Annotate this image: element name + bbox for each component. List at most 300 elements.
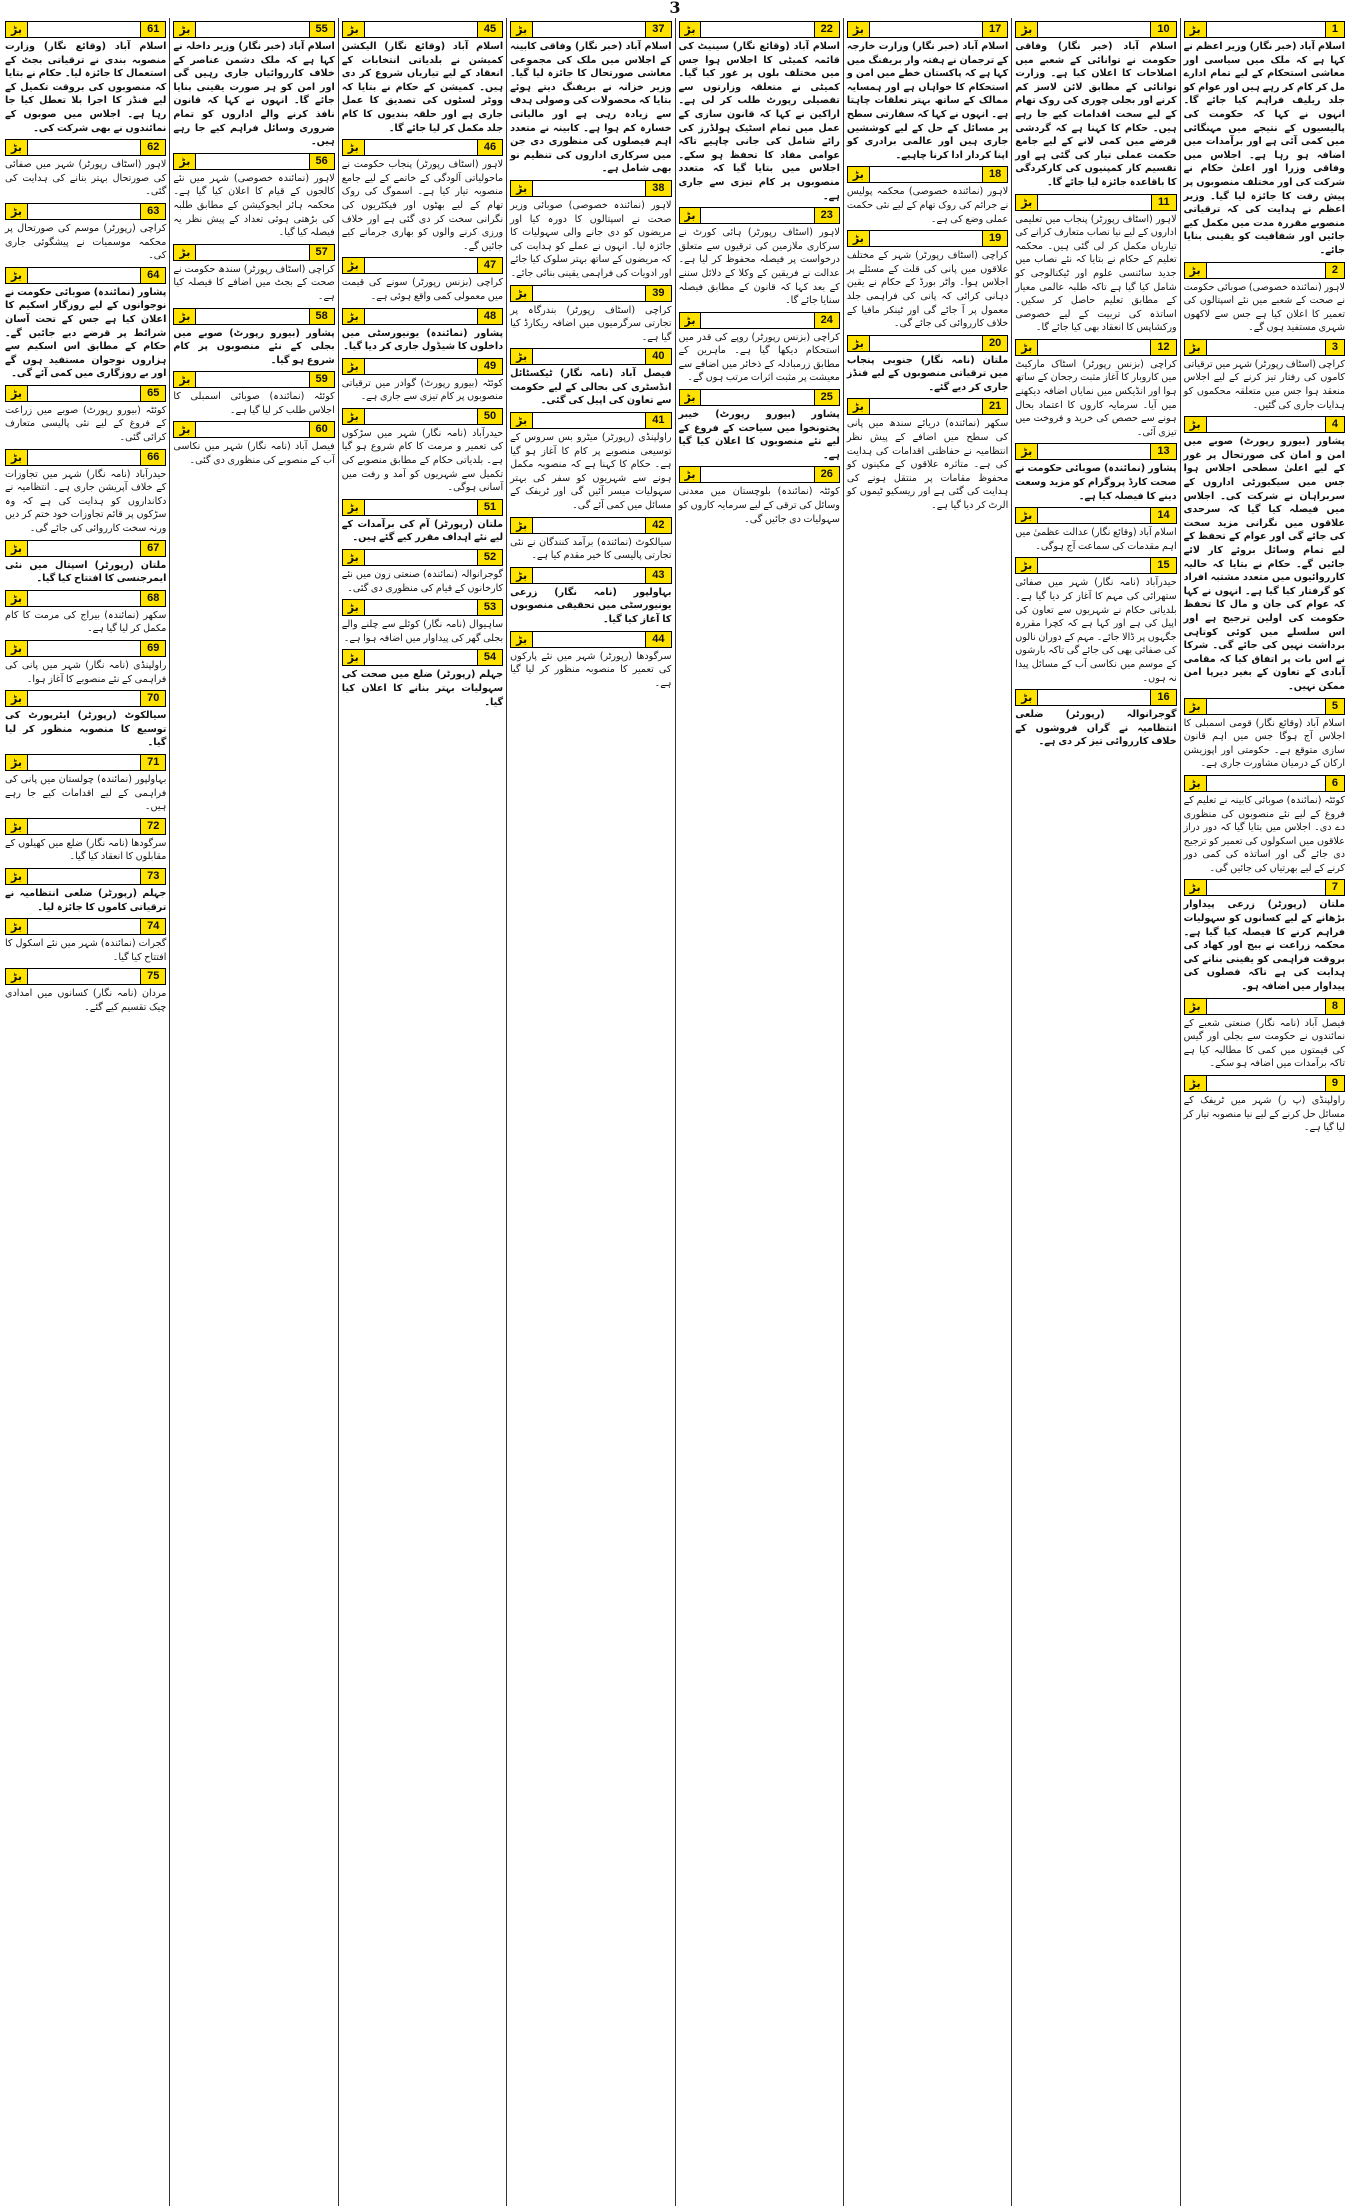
news-item-text: لاہور (اسٹاف رپورٹر) شہر میں صفائی کی صورتحال بہتر بنانے کی ہدایت کی گئی۔ xyxy=(5,159,167,198)
news-item-text: لاہور (نمائندہ خصوصی) صوبائی حکومت نے صحت کے شعبے میں نئے اسپتالوں کی تعمیر کا اعلان کیا ہے جس سے لاکھوں شہری مستفید ہوں گے۔ xyxy=(1183,281,1345,334)
news-item-marker: بڑ xyxy=(848,22,870,37)
news-item-marker: بڑ xyxy=(511,286,533,301)
news-item-header xyxy=(5,640,166,657)
news-item xyxy=(5,818,166,864)
news-item-marker: بڑ xyxy=(343,258,365,273)
news-item-header xyxy=(342,649,503,666)
page-number: 3 xyxy=(669,0,681,17)
news-item-text: فیصل آباد (نامہ نگار) صنعتی شعبے کے نمائندوں نے حکومت سے بجلی اور گیس کی قیمتوں میں کمی کا مطالبہ کیا ہے تاکہ برآمدات میں اضافہ ہو سکے۔ xyxy=(1183,1017,1345,1070)
news-item-header xyxy=(5,385,166,402)
news-item-header xyxy=(510,285,671,302)
news-item-marker: بڑ xyxy=(848,231,870,246)
news-item-number: 3 xyxy=(1325,340,1344,355)
news-item-number: 42 xyxy=(645,518,670,533)
news-item-marker: بڑ xyxy=(680,467,702,482)
news-item-number: 15 xyxy=(1150,558,1175,573)
news-item-marker: بڑ xyxy=(174,372,196,387)
news-item-number: 69 xyxy=(140,641,165,656)
news-item-number: 21 xyxy=(982,399,1007,414)
news-item-header xyxy=(679,312,840,329)
news-item-marker: بڑ xyxy=(1185,880,1207,895)
news-item-header xyxy=(679,21,840,38)
news-item-marker: بڑ xyxy=(680,390,702,405)
news-item xyxy=(5,754,166,814)
news-item-text: راولپنڈی (پ ر) شہر میں ٹریفک کے مسائل حل کرنے کے لیے نیا منصوبہ تیار کر لیا گیا ہے۔ xyxy=(1183,1095,1345,1134)
news-item-marker: بڑ xyxy=(6,541,28,556)
news-item-marker: بڑ xyxy=(680,22,702,37)
news-item-marker: بڑ xyxy=(6,691,28,706)
news-item-marker: بڑ xyxy=(6,22,28,37)
news-item-number: 25 xyxy=(814,390,839,405)
news-item xyxy=(847,335,1008,395)
news-item xyxy=(510,412,671,513)
news-item-number: 12 xyxy=(1150,340,1175,355)
news-item-header xyxy=(5,918,166,935)
news-item-header xyxy=(510,180,671,197)
news-item-header xyxy=(1184,879,1345,896)
news-item-text: حیدرآباد (نامہ نگار) شہر میں تجاوزات کے خلاف آپریشن جاری ہے۔ انتظامیہ نے دکانداروں کو ہدایت کی ہے کہ وہ سڑکوں پر قائم تجاوزات خود ختم کر دیں ورنہ سخت کارروائی کی جائے گی۔ xyxy=(5,468,167,535)
news-item-marker: بڑ xyxy=(511,22,533,37)
news-item xyxy=(5,590,166,636)
news-item xyxy=(342,408,503,495)
news-item-marker: بڑ xyxy=(511,349,533,364)
news-item-header xyxy=(5,21,166,38)
news-item xyxy=(5,918,166,964)
news-item xyxy=(5,968,166,1014)
news-item-text: کراچی (اسٹاف رپورٹر) شہر کے مختلف علاقوں میں پانی کی قلت کے مسئلے پر اجلاس ہوا۔ واٹر بورڈ کے حکام نے یقین دہانی کرائی کہ پانی کی فراہمی جلد معمول پر آ جائے گی اور ٹینکر مافیا کے خلاف کارروائی کی جائے گی۔ xyxy=(846,250,1009,330)
news-item-marker: بڑ xyxy=(6,755,28,770)
news-item-number: 16 xyxy=(1150,690,1175,705)
news-item xyxy=(1015,689,1176,749)
news-item-text: کراچی (بزنس رپورٹر) اسٹاک مارکیٹ میں کاروبار کا آغاز مثبت رجحان کے ساتھ ہوا اور انڈیکس میں نمایاں اضافہ دیکھنے میں آیا۔ سرمایہ کاروں کا اعتماد بحال ہونے سے حصص کی خرید و فروخت میں تیزی آئی۔ xyxy=(1015,358,1177,438)
news-item-text: راولپنڈی (رپورٹر) میٹرو بس سروس کے توسیعی منصوبے پر کام کا آغاز ہو گیا ہے۔ حکام کا کہنا ہے کہ منصوبہ مکمل ہونے سے شہریوں کو سفر کی بہتر سہولیات میسر آئیں گی اور ٹریفک کے مسائل میں کمی آئے گی۔ xyxy=(510,432,672,512)
news-item-header xyxy=(342,308,503,325)
news-item-marker: بڑ xyxy=(1185,417,1207,432)
news-item-header xyxy=(1015,689,1176,706)
news-item xyxy=(847,230,1008,331)
news-item-marker: بڑ xyxy=(511,413,533,428)
news-item-marker: بڑ xyxy=(174,422,196,437)
news-item-number: 70 xyxy=(140,691,165,706)
news-item xyxy=(342,308,503,354)
news-item-number: 54 xyxy=(477,650,502,665)
news-item-marker: بڑ xyxy=(343,359,365,374)
news-item-number: 6 xyxy=(1325,776,1344,791)
news-item-text: لاہور (نمائندہ خصوصی) شہر میں نئے کالجوں کے قیام کا اعلان کیا گیا ہے۔ محکمہ ہائر ایجوکیشن کے مطابق طلبہ کی بڑھتی ہوئی تعداد کے پیش نظر یہ فیصلہ کیا گیا۔ xyxy=(173,172,335,239)
news-item-number: 37 xyxy=(645,22,670,37)
news-item-number: 73 xyxy=(140,869,165,884)
news-item-marker: بڑ xyxy=(174,245,196,260)
news-item-marker: بڑ xyxy=(6,268,28,283)
news-item-header xyxy=(1184,1075,1345,1092)
news-item-marker: بڑ xyxy=(680,208,702,223)
news-item-text: پشاور (بیورو رپورٹ) صوبے میں امن و امان کی صورتحال پر غور کے لیے اعلیٰ سطحی اجلاس ہوا جس میں سیکیورٹی اداروں کے سربراہان نے شرکت کی۔ اجلاس میں فیصلہ کیا گیا کہ سرحدی علاقوں میں نگرانی مزید سخت کی جائے گی اور عوام کے تحفظ کے لیے تمام وسائل بروئے کار لائے جائیں گے۔ حکام نے بتایا کہ حالیہ کارروائیوں میں متعدد مشتبہ افراد کو گرفتار کیا گیا ہے۔ انہوں نے کہا کہ عوام کی جان و مال کا تحفظ حکومت کی اولین ترجیح ہے اور اس سلسلے میں کوئی کوتاہی برداشت نہیں کی جائے گی۔ شرکا نے اس بات پر اتفاق کیا کہ مقامی آبادی کے تعاون کے بغیر دیرپا امن ممکن نہیں۔ xyxy=(1183,436,1345,692)
news-item-marker: بڑ xyxy=(6,869,28,884)
news-item-header xyxy=(1184,416,1345,433)
news-item-text: پشاور (نمائندہ) یونیورسٹی میں داخلوں کا شیڈول جاری کر دیا گیا۔ xyxy=(341,327,504,353)
news-item xyxy=(1015,557,1176,685)
news-item-header xyxy=(5,267,166,284)
news-item xyxy=(173,21,334,149)
news-item-text: کوئٹہ (نمائندہ) صوبائی اسمبلی کا اجلاس طلب کر لیا گیا ہے۔ xyxy=(173,391,335,416)
news-item-number: 41 xyxy=(645,413,670,428)
news-item-header xyxy=(173,421,334,438)
news-item xyxy=(679,312,840,385)
news-item-marker: بڑ xyxy=(511,181,533,196)
news-item-text: لاہور (اسٹاف رپورٹر) پنجاب میں تعلیمی اداروں کے لیے نیا نصاب متعارف کرانے کی تیاریاں مکمل کر لی گئی ہیں۔ محکمہ تعلیم کے حکام نے بتایا کہ نئے نصاب میں جدید سائنسی علوم اور ٹیکنالوجی کو شامل کیا گیا ہے تاکہ طلبہ عالمی معیار کے مطابق تعلیم حاصل کر سکیں۔ اساتذہ کی تربیت کے لیے خصوصی ورکشاپس کا انعقاد بھی کیا جائے گا۔ xyxy=(1015,213,1177,334)
news-item-header xyxy=(1184,262,1345,279)
news-item-number: 14 xyxy=(1150,508,1175,523)
news-item xyxy=(5,385,166,445)
news-item xyxy=(5,267,166,381)
news-item-marker: بڑ xyxy=(6,450,28,465)
news-item-marker: بڑ xyxy=(174,309,196,324)
news-item xyxy=(5,139,166,199)
news-item-text: کراچی (اسٹاف رپورٹر) شہر میں ترقیاتی کاموں کی رفتار تیز کرنے کے لیے اجلاس منعقد ہوا جس میں متعلقہ محکموں کو ہدایات جاری کی گئیں۔ xyxy=(1183,358,1345,411)
news-item xyxy=(1015,21,1176,190)
news-item-text: فیصل آباد (نامہ نگار) ٹیکسٹائل انڈسٹری کی بحالی کے لیے حکومت سے تعاون کی اپیل کی گئی۔ xyxy=(510,368,672,407)
news-item xyxy=(342,358,503,404)
news-item-text: اسلام آباد (خبر نگار) وفاقی کابینہ کے اجلاس میں ملک کی مجموعی معاشی صورتحال کا جائزہ لیا گیا۔ وزیر خزانہ نے بریفنگ دیتے ہوئے بتایا کہ محصولات کی وصولی ہدف سے زیادہ رہی ہے اور مالیاتی خسارہ کم ہوا ہے۔ کابینہ نے متعدد اہم فیصلوں کی منظوری دی جن میں سرکاری اداروں کی تنظیم نو بھی شامل ہے۔ xyxy=(510,41,672,175)
news-item-text: لاہور (نمائندہ خصوصی) محکمہ پولیس نے جرائم کی روک تھام کے لیے نئی حکمت عملی وضع کی ہے۔ xyxy=(846,186,1009,225)
news-item-text: کراچی (بزنس رپورٹر) روپے کی قدر میں استحکام دیکھا گیا ہے۔ ماہرین کے مطابق زرمبادلہ کے ذخائر میں اضافے سے معیشت پر مثبت اثرات مرتب ہوں گے۔ xyxy=(678,331,840,384)
news-item-marker: بڑ xyxy=(1185,1076,1207,1091)
news-item-text: بہاولپور (نامہ نگار) زرعی یونیورسٹی میں تحقیقی منصوبوں کا آغاز کیا گیا۔ xyxy=(510,586,672,625)
news-item-marker: بڑ xyxy=(1016,690,1038,705)
news-item-number: 74 xyxy=(140,919,165,934)
news-item-text: اسلام آباد (خبر نگار) وزیر داخلہ نے کہا ہے کہ ملک دشمن عناصر کے خلاف کارروائیاں جاری رہیں گی اور امن کو ہر صورت یقینی بنایا جائے گا۔ انہوں نے کہا کہ قانون نافذ کرنے والے اداروں کو تمام ضروری وسائل فراہم کیے جا رہے ہیں۔ xyxy=(173,41,335,148)
news-item-marker: بڑ xyxy=(6,140,28,155)
news-item xyxy=(510,631,671,691)
news-item-marker: بڑ xyxy=(680,313,702,328)
news-item xyxy=(510,567,671,627)
news-item-number: 18 xyxy=(982,167,1007,182)
news-item-header xyxy=(1015,194,1176,211)
news-item-marker: بڑ xyxy=(343,650,365,665)
news-item-text: حیدرآباد (نامہ نگار) شہر میں صفائی ستھرائی کی مہم کا آغاز کر دیا گیا ہے۔ بلدیاتی حکام نے شہریوں سے تعاون کی اپیل کی ہے اور کہا ہے کہ کچرا مقررہ جگہوں پر ڈالا جائے۔ مہم کے دوران نالوں کی صفائی بھی کی جائے گی تاکہ بارشوں کے موسم میں نکاسی آب کے مسائل پیدا نہ ہوں۔ xyxy=(1015,577,1177,684)
news-item xyxy=(847,398,1008,512)
news-item-text: کوئٹہ (بیورو رپورٹ) گوادر میں ترقیاتی منصوبوں پر کام تیزی سے جاری ہے۔ xyxy=(341,377,504,403)
news-item-marker: بڑ xyxy=(511,632,533,647)
news-item xyxy=(5,690,166,750)
news-item-marker: بڑ xyxy=(343,22,365,37)
news-item-text: راولپنڈی (نامہ نگار) شہر میں پانی کی فراہمی کے نئے منصوبے کا آغاز ہوا۔ xyxy=(5,660,167,685)
news-item-number: 43 xyxy=(645,568,670,583)
news-item-number: 5 xyxy=(1325,699,1344,714)
news-item-number: 60 xyxy=(309,422,334,437)
news-item-number: 52 xyxy=(477,550,502,565)
news-item-text: اسلام آباد (خبر نگار) وفاقی حکومت نے توانائی کے شعبے میں اصلاحات کا اعلان کیا ہے۔ وزارت توانائی کے مطابق لائن لاسز کم کرنے اور بجلی چوری کی روک تھام کے لیے سخت اقدامات کیے جا رہے ہیں۔ حکام کا کہنا ہے کہ گردشی قرضے میں کمی لانے کے لیے جامع حکمت عملی تیار کی گئی ہے اور تقسیم کار کمپنیوں کی کارکردگی کا باقاعدہ جائزہ لیا جائے گا۔ xyxy=(1015,41,1177,188)
news-item xyxy=(1015,194,1176,335)
news-item-header xyxy=(679,389,840,406)
news-item xyxy=(173,308,334,368)
news-item-text: کراچی (رپورٹر) موسم کی صورتحال پر محکمہ موسمیات نے پیشگوئی جاری کی۔ xyxy=(5,222,167,262)
news-item-marker: بڑ xyxy=(1016,508,1038,523)
news-item-marker: بڑ xyxy=(1185,776,1207,791)
news-item-number: 67 xyxy=(140,541,165,556)
news-item-number: 56 xyxy=(309,154,334,169)
news-item-number: 26 xyxy=(814,467,839,482)
news-item-header xyxy=(342,21,503,38)
news-item xyxy=(5,540,166,586)
news-item-number: 50 xyxy=(477,409,502,424)
news-item xyxy=(1184,262,1345,335)
news-item xyxy=(5,640,166,686)
news-item-header xyxy=(1015,443,1176,460)
news-item xyxy=(679,389,840,462)
news-item-header xyxy=(510,517,671,534)
news-item xyxy=(510,517,671,563)
news-item-text: سکھر (نمائندہ) دریائے سندھ میں پانی کی سطح میں اضافے کے پیش نظر انتظامیہ نے حفاظتی اقدامات کی ہدایت کی ہے۔ متاثرہ علاقوں کے مکینوں کو محفوظ مقامات پر منتقل ہونے کی ہدایت کی گئی ہے اور ریسکیو ٹیموں کو الرٹ کر دیا گیا ہے۔ xyxy=(846,418,1009,512)
news-item-text: ملتان (نامہ نگار) جنوبی پنجاب میں ترقیاتی منصوبوں کے لیے فنڈز جاری کر دیے گئے۔ xyxy=(846,354,1009,393)
news-item xyxy=(1015,339,1176,440)
news-item-text: مردان (نامہ نگار) کسانوں میں امدادی چیک تقسیم کیے گئے۔ xyxy=(5,988,167,1013)
news-item-header xyxy=(173,21,334,38)
news-item-number: 53 xyxy=(477,600,502,615)
news-item-marker: بڑ xyxy=(6,591,28,606)
news-item-number: 51 xyxy=(477,500,502,515)
news-item-marker: بڑ xyxy=(343,409,365,424)
news-item-header xyxy=(1015,557,1176,574)
news-item-text: بہاولپور (نمائندہ) چولستان میں پانی کی فراہمی کے لیے اقدامات کیے جا رہے ہیں۔ xyxy=(5,773,167,813)
news-item-number: 68 xyxy=(140,591,165,606)
news-item-number: 20 xyxy=(982,336,1007,351)
news-item-number: 66 xyxy=(140,450,165,465)
news-item-marker: بڑ xyxy=(6,204,28,219)
news-item-number: 9 xyxy=(1325,1076,1344,1091)
news-item-number: 1 xyxy=(1325,22,1344,37)
news-item-number: 62 xyxy=(140,140,165,155)
news-item-header xyxy=(5,540,166,557)
news-item xyxy=(847,166,1008,226)
news-item-header xyxy=(342,139,503,156)
news-item-text: سرگودھا (رپورٹر) شہر میں نئے پارکوں کی تعمیر کا منصوبہ منظور کر لیا گیا ہے۔ xyxy=(510,650,672,689)
news-item-text: کراچی (بزنس رپورٹر) سونے کی قیمت میں معمولی کمی واقع ہوئی ہے۔ xyxy=(341,277,504,302)
news-item-header xyxy=(5,968,166,985)
news-column xyxy=(1011,18,1179,2206)
news-item-header xyxy=(342,257,503,274)
news-item-text: سیالکوٹ (نمائندہ) برآمد کنندگان نے نئی تجارتی پالیسی کا خیر مقدم کیا ہے۔ xyxy=(510,536,672,562)
news-item-text: اسلام آباد (وقائع نگار) قومی اسمبلی کا اجلاس آج ہوگا جس میں اہم قانون سازی متوقع ہے۔ حکومتی اور اپوزیشن ارکان کے درمیان مشاورت جاری ہے۔ xyxy=(1183,717,1345,770)
news-item-header xyxy=(847,398,1008,415)
news-item-header xyxy=(342,549,503,566)
news-item-text: لاہور (نمائندہ خصوصی) صوبائی وزیر صحت نے اسپتالوں کا دورہ کیا اور مریضوں کو دی جانے والی سہولیات کا جائزہ لیا۔ انہوں نے عملے کو ہدایت کی کہ مریضوں کے ساتھ بہتر سلوک کیا جائے اور ادویات کی فراہمی یقینی بنائی جائے۔ xyxy=(510,199,672,279)
news-item-number: 2 xyxy=(1325,263,1344,278)
newspaper-page xyxy=(2,18,1348,2206)
news-item-header xyxy=(342,408,503,425)
news-item-number: 47 xyxy=(477,258,502,273)
news-item-number: 22 xyxy=(814,22,839,37)
news-item xyxy=(510,348,671,408)
news-item-text: اسلام آباد (وقائع نگار) سینیٹ کی قائمہ کمیٹی کا اجلاس ہوا جس میں مختلف بلوں پر غور کیا گیا۔ کمیٹی نے متعلقہ وزارتوں سے تفصیلی رپورٹ طلب کر لی ہے۔ اراکین نے کہا کہ قانون سازی کے عمل میں تمام اسٹیک ہولڈرز کی رائے شامل کی جانی چاہیے تاکہ عوامی مفاد کا تحفظ ہو سکے۔ اجلاس میں بتایا گیا کہ متعدد منصوبوں پر کام تیزی سے جاری ہے۔ xyxy=(678,41,840,202)
news-item-marker: بڑ xyxy=(511,568,533,583)
news-item-header xyxy=(510,348,671,365)
news-item-header xyxy=(679,466,840,483)
news-item-text: حیدرآباد (نامہ نگار) شہر میں سڑکوں کی تعمیر و مرمت کا کام شروع ہو گیا ہے۔ بلدیاتی حکام کے مطابق منصوبے کی تکمیل سے شہریوں کو آمد و رفت میں آسانی ہوگی۔ xyxy=(341,427,504,494)
news-item-text: سکھر (نمائندہ) بیراج کی مرمت کا کام مکمل کر لیا گیا ہے۔ xyxy=(5,609,167,635)
news-item-marker: بڑ xyxy=(6,819,28,834)
news-item-number: 38 xyxy=(645,181,670,196)
news-item-number: 17 xyxy=(982,22,1007,37)
news-item-header xyxy=(173,371,334,388)
news-item xyxy=(1015,443,1176,503)
news-item-text: کوئٹہ (نمائندہ) بلوچستان میں معدنی وسائل کی ترقی کے لیے سرمایہ کاروں کو سہولیات دی جائیں گی۔ xyxy=(678,486,840,525)
news-item-marker: بڑ xyxy=(6,386,28,401)
news-item-header xyxy=(5,203,166,220)
news-column xyxy=(338,18,506,2206)
news-item xyxy=(5,449,166,536)
news-item-marker: بڑ xyxy=(6,919,28,934)
news-item xyxy=(1184,416,1345,693)
news-item xyxy=(1184,698,1345,771)
news-item-number: 48 xyxy=(477,309,502,324)
news-item xyxy=(1184,998,1345,1071)
news-item-number: 55 xyxy=(309,22,334,37)
news-item-text: سرگودھا (نامہ نگار) ضلع میں کھیلوں کے مقابلوں کا انعقاد کیا گیا۔ xyxy=(5,837,167,863)
news-item-header xyxy=(5,139,166,156)
news-item-header xyxy=(342,499,503,516)
news-item-number: 58 xyxy=(309,309,334,324)
news-item-text: لاہور (اسٹاف رپورٹر) ہائی کورٹ نے سرکاری ملازمین کی ترقیوں سے متعلق درخواست پر فیصلہ محفوظ کر لیا ہے۔ عدالت نے فریقین کے وکلا کے دلائل سننے کے بعد کہا کہ قانون کے مطابق فیصلہ سنایا جائے گا۔ xyxy=(678,227,840,307)
news-item-marker: بڑ xyxy=(174,22,196,37)
news-item xyxy=(342,649,503,709)
news-item-header xyxy=(847,21,1008,38)
news-item xyxy=(510,285,671,345)
news-item xyxy=(1184,879,1345,993)
news-item-header xyxy=(342,599,503,616)
news-item-text: کراچی (اسٹاف رپورٹر) سندھ حکومت نے صحت کے بجٹ میں اضافے کا فیصلہ کیا ہے۔ xyxy=(173,263,335,302)
news-item-number: 4 xyxy=(1325,417,1344,432)
news-item xyxy=(1184,21,1345,258)
news-item-header xyxy=(173,244,334,261)
news-item xyxy=(1184,775,1345,876)
news-column xyxy=(506,18,674,2206)
news-item-marker: بڑ xyxy=(1016,22,1038,37)
news-item-header xyxy=(847,335,1008,352)
news-item-number: 7 xyxy=(1325,880,1344,895)
news-item-marker: بڑ xyxy=(6,969,28,984)
news-item-header xyxy=(510,412,671,429)
news-item-header xyxy=(510,21,671,38)
news-item-number: 19 xyxy=(982,231,1007,246)
news-item-header xyxy=(5,449,166,466)
news-item-marker: بڑ xyxy=(1016,340,1038,355)
news-item-marker: بڑ xyxy=(343,309,365,324)
news-column xyxy=(169,18,337,2206)
news-item-text: ملتان (رپورٹر) آم کی برآمدات کے لیے نئے اہداف مقرر کیے گئے ہیں۔ xyxy=(341,518,504,544)
news-item-header xyxy=(5,690,166,707)
news-item xyxy=(5,868,166,914)
news-item-number: 59 xyxy=(309,372,334,387)
news-item xyxy=(679,21,840,203)
news-item-marker: بڑ xyxy=(343,550,365,565)
news-item-header xyxy=(173,308,334,325)
news-item-text: گوجرانوالہ (رپورٹر) ضلعی انتظامیہ نے گراں فروشوں کے خلاف کارروائی تیز کر دی ہے۔ xyxy=(1015,709,1177,748)
news-item-number: 40 xyxy=(645,349,670,364)
news-column xyxy=(2,18,169,2206)
news-item-marker: بڑ xyxy=(511,518,533,533)
news-column xyxy=(1180,18,1348,2206)
news-item-header xyxy=(1184,21,1345,38)
news-item xyxy=(342,257,503,303)
news-item-header xyxy=(679,207,840,224)
news-item-text: جہلم (رپورٹر) ضلعی انتظامیہ نے ترقیاتی کاموں کا جائزہ لیا۔ xyxy=(5,887,167,913)
news-item-marker: بڑ xyxy=(1185,263,1207,278)
news-item-number: 10 xyxy=(1150,22,1175,37)
news-item xyxy=(342,139,503,253)
news-item xyxy=(1184,339,1345,412)
news-item-number: 63 xyxy=(140,204,165,219)
news-item-header xyxy=(847,166,1008,183)
news-item-text: اسلام آباد (وقائع نگار) الیکشن کمیشن نے بلدیاتی انتخابات کے انعقاد کے لیے تیاریاں شروع کر دی ہیں۔ کمیشن کے حکام نے بتایا کہ ووٹر لسٹوں کی تصدیق کا عمل جاری ہے اور حلقہ بندیوں کا کام جلد مکمل کر لیا جائے گا۔ xyxy=(341,41,504,134)
news-item-text: اسلام آباد (خبر نگار) وزارت خارجہ کے ترجمان نے ہفتہ وار بریفنگ میں کہا ہے کہ پاکستان خطے میں امن و استحکام کا خواہاں ہے اور ہمسایہ ممالک کے ساتھ بہتر تعلقات چاہتا ہے۔ انہوں نے کہا کہ سفارتی سطح پر مسائل کے حل کے لیے کوششیں جاری ہیں اور عالمی برادری کو اپنا کردار ادا کرنا چاہیے۔ xyxy=(846,41,1009,161)
news-item-text: پشاور (بیورو رپورٹ) خیبر پختونخوا میں سیاحت کے فروغ کے لیے نئے منصوبوں کا اعلان کیا گیا ہے۔ xyxy=(678,409,840,461)
news-item xyxy=(510,21,671,176)
news-item-number: 72 xyxy=(140,819,165,834)
news-item-header xyxy=(1015,21,1176,38)
news-item-text: اسلام آباد (وقائع نگار) وزارت منصوبہ بندی نے ترقیاتی بجٹ کے استعمال کا جائزہ لیا۔ حکام نے بتایا کہ منصوبوں کی بروقت تکمیل کے لیے فنڈز کا اجرا بلا تعطل کیا جا رہا ہے۔ اجلاس میں صوبوں کے نمائندوں نے بھی شرکت کی۔ xyxy=(5,41,167,134)
news-item-text: جہلم (رپورٹر) ضلع میں صحت کی سہولیات بہتر بنانے کا اعلان کیا گیا۔ xyxy=(341,669,504,708)
news-item-number: 46 xyxy=(477,140,502,155)
news-item-marker: بڑ xyxy=(848,399,870,414)
news-item xyxy=(847,21,1008,162)
news-item-marker: بڑ xyxy=(1016,558,1038,573)
news-item xyxy=(173,371,334,417)
news-item-number: 49 xyxy=(477,359,502,374)
news-item-text: کراچی (اسٹاف رپورٹر) بندرگاہ پر تجارتی سرگرمیوں میں اضافہ ریکارڈ کیا گیا ہے۔ xyxy=(510,304,672,343)
news-column xyxy=(843,18,1011,2206)
news-item-header xyxy=(1015,507,1176,524)
news-item-number: 57 xyxy=(309,245,334,260)
news-item-text: ساہیوال (نامہ نگار) کوئلے سے چلنے والے بجلی گھر کی پیداوار میں اضافہ ہوا ہے۔ xyxy=(341,619,504,644)
news-item-text: سیالکوٹ (رپورٹر) ایئرپورٹ کی توسیع کا منصوبہ منظور کر لیا گیا۔ xyxy=(5,710,167,749)
news-item-text: کوئٹہ (نمائندہ) صوبائی کابینہ نے تعلیم کے فروغ کے لیے نئے منصوبوں کی منظوری دے دی۔ اجلاس میں بتایا گیا کہ دور دراز علاقوں میں اسکولوں کی تعمیر کو ترجیح دی جائے گی اور اساتذہ کی کمی دور کرنے کے لیے بھرتیاں کی جائیں گی۔ xyxy=(1183,794,1345,874)
news-item-marker: بڑ xyxy=(6,641,28,656)
news-item xyxy=(342,549,503,595)
news-item-text: گوجرانوالہ (نمائندہ) صنعتی زون میں نئے کارخانوں کے قیام کی منظوری دی گئی۔ xyxy=(341,569,504,594)
news-item-text: پشاور (نمائندہ) صوبائی حکومت نے صحت کارڈ پروگرام کو مزید وسعت دینے کا فیصلہ کیا ہے۔ xyxy=(1015,463,1177,502)
news-item-header xyxy=(342,358,503,375)
news-item xyxy=(173,153,334,240)
news-item xyxy=(173,421,334,467)
news-item-header xyxy=(1184,339,1345,356)
news-item-number: 44 xyxy=(645,632,670,647)
news-item xyxy=(5,203,166,263)
news-item xyxy=(510,180,671,281)
news-item-marker: بڑ xyxy=(848,336,870,351)
news-item-number: 11 xyxy=(1151,195,1176,210)
news-item-number: 65 xyxy=(140,386,165,401)
news-item-number: 24 xyxy=(814,313,839,328)
news-item-number: 64 xyxy=(140,268,165,283)
news-item-text: لاہور (اسٹاف رپورٹر) پنجاب حکومت نے ماحولیاتی آلودگی کے خاتمے کے لیے جامع منصوبہ تیار کیا ہے۔ اسموگ کی روک تھام کے لیے بھٹوں اور فیکٹریوں کی نگرانی سخت کر دی گئی ہے اور خلاف ورزی کرنے والوں کو بھاری جرمانے کیے جائیں گے۔ xyxy=(341,159,504,252)
news-item xyxy=(173,244,334,304)
news-item-text: گجرات (نمائندہ) شہر میں نئے اسکول کا افتتاح کیا گیا۔ xyxy=(5,938,167,963)
news-item-marker: بڑ xyxy=(343,140,365,155)
news-item-marker: بڑ xyxy=(848,167,870,182)
news-item-text: پشاور (نمائندہ) صوبائی حکومت نے نوجوانوں کے لیے روزگار اسکیم کا اعلان کیا ہے جس کے تحت آسان شرائط پر قرضے دیے جائیں گے۔ حکام کے مطابق اس اسکیم سے ہزاروں نوجوان مستفید ہوں گے اور بے روزگاری میں کمی آئے گی۔ xyxy=(5,286,167,380)
news-item-number: 71 xyxy=(140,755,165,770)
news-item-text: ملتان (رپورٹر) اسپتال میں نئی ایمرجنسی کا افتتاح کیا گیا۔ xyxy=(5,559,167,585)
news-item-header xyxy=(1015,339,1176,356)
news-item-header xyxy=(510,631,671,648)
news-item-marker: بڑ xyxy=(174,154,196,169)
news-item-text: پشاور (بیورو رپورٹ) صوبے میں بجلی کے نئے منصوبوں پر کام شروع ہو گیا۔ xyxy=(173,327,335,366)
news-item-marker: بڑ xyxy=(1185,22,1207,37)
news-item-header xyxy=(1184,998,1345,1015)
news-item-header xyxy=(173,153,334,170)
news-item-text: کوئٹہ (بیورو رپورٹ) صوبے میں زراعت کے فروغ کے لیے نئی پالیسی متعارف کرائی گئی۔ xyxy=(5,404,167,444)
